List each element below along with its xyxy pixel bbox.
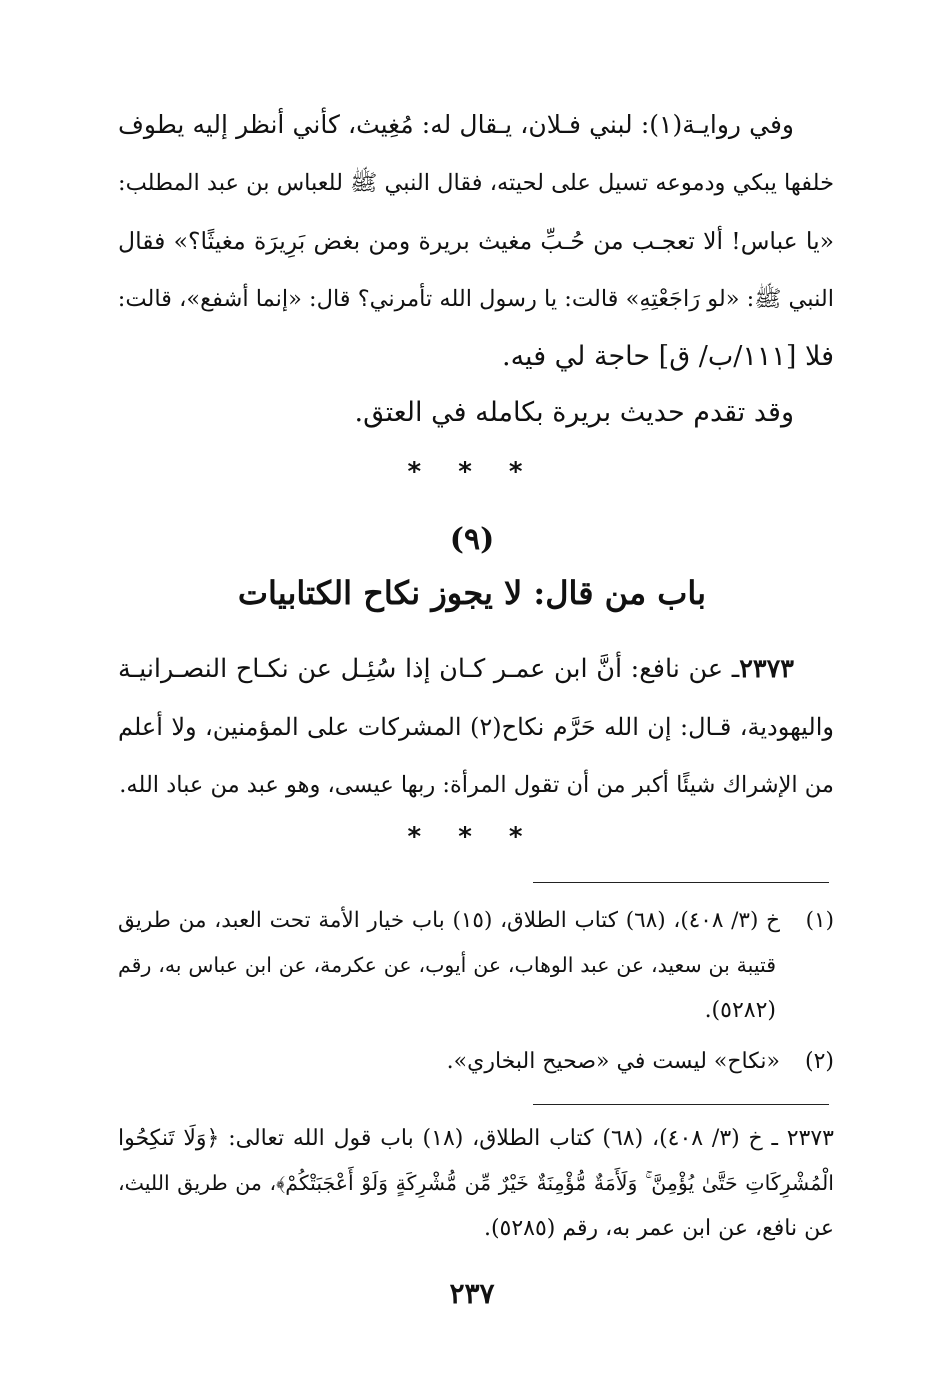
text-line [118, 640, 834, 698]
footnote [118, 898, 834, 1033]
footnote-marker: (٢) [804, 1049, 834, 1074]
footnote-line [118, 1039, 834, 1084]
footnote [118, 1039, 834, 1084]
hadith-text: ـ عن نافع: أنَّ ابن عمـر كـان إذا سُئِـل عن نكـاح النصـرانيـة [118, 654, 740, 684]
takhrij-note [118, 1116, 834, 1251]
text-line: واليهودية، قـال: إن الله حَرَّم نكاح(٢) المشركات على المؤمنين، ولا أعلم [118, 713, 834, 741]
text-line: من الإشراك شيئًا أكبر من أن تقول المرأة: ربها عيسى، وهو عبد من عباد الله. [119, 772, 834, 798]
takhrij-divider [533, 1104, 829, 1105]
footnote-marker: (١) [805, 908, 834, 933]
page-number: ٢٣٧ [449, 1277, 495, 1310]
chapter-title: باب من قال: لا يجوز نكاح الكتابيات [237, 574, 707, 612]
text-line: «يا عباس! ألا تعجـب من حُـبِّ مغيث بريرة ومن بغض بَرِيرَة مغيثًا؟» فقال [118, 227, 834, 255]
text-line: وقد تقدم حديث بريرة بكامله في العتق. [354, 397, 794, 428]
takhrij-line: عن نافع، عن ابن عمر به، رقم (٥٢٨٥). [483, 1216, 834, 1241]
hadith-number: ٢٣٧٣ [739, 654, 794, 684]
text-line: النبي ﷺ: «لو رَاجَعْتِهِ» قالت: يا رسول الله تأمرني؟ قال: «إنما أشفع»، قالت: [117, 286, 834, 312]
footnote-text: «نكاح» ليست في «صحيح البخاري». [446, 1049, 780, 1074]
footnote-line [118, 898, 834, 943]
takhrij-line: ٢٣٧٣ ـ خ (٣/ ٤٠٨)، (٦٨) كتاب الطلاق، (١٨) باب قول الله تعالى: ﴿وَلَا تَنكِحُوا [118, 1126, 834, 1151]
section-number: (٩) [449, 522, 495, 557]
hadith-paragraph [118, 640, 834, 814]
footnote-divider [533, 882, 829, 883]
text-line: فلا [١١١/ب/ ق] حاجة لي فيه. [501, 341, 834, 372]
text-line: وفي روايـة(١): لبني فـلان، يـقال له: مُغِيث، كأني أنظر إليه يطوف [118, 110, 795, 139]
footnote-line: (٥٢٨٢). [704, 998, 776, 1023]
footnote-line: قتيبة بن سعيد، عن عبد الوهاب، عن أيوب، عن عكرمة، عن ابن عباس به، رقم [118, 953, 776, 977]
takhrij-line: الْمُشْرِكَاتِ حَتَّىٰ يُؤْمِنَّ ۚ وَلَأَمَةٌ مُّؤْمِنَةٌ خَيْرٌ مِّن مُّشْرِكَةٍ وَلَوْ أَعْجَبَتْكُمْ﴾، من طريق الليث، [118, 1171, 834, 1195]
text-line: خلفها يبكي ودموعه تسيل على لحيته، فقال النبي ﷺ للعباس بن عبد المطلب: [118, 170, 834, 196]
section-separator: * * * [407, 457, 537, 487]
section-separator: * * * [407, 822, 537, 852]
narration-paragraph [118, 96, 834, 386]
note-paragraph [118, 384, 834, 442]
footnote-text: خ (٣/ ٤٠٨)، (٦٨) كتاب الطلاق، (١٥) باب خيار الأمة تحت العبد، من طريق [118, 908, 780, 933]
